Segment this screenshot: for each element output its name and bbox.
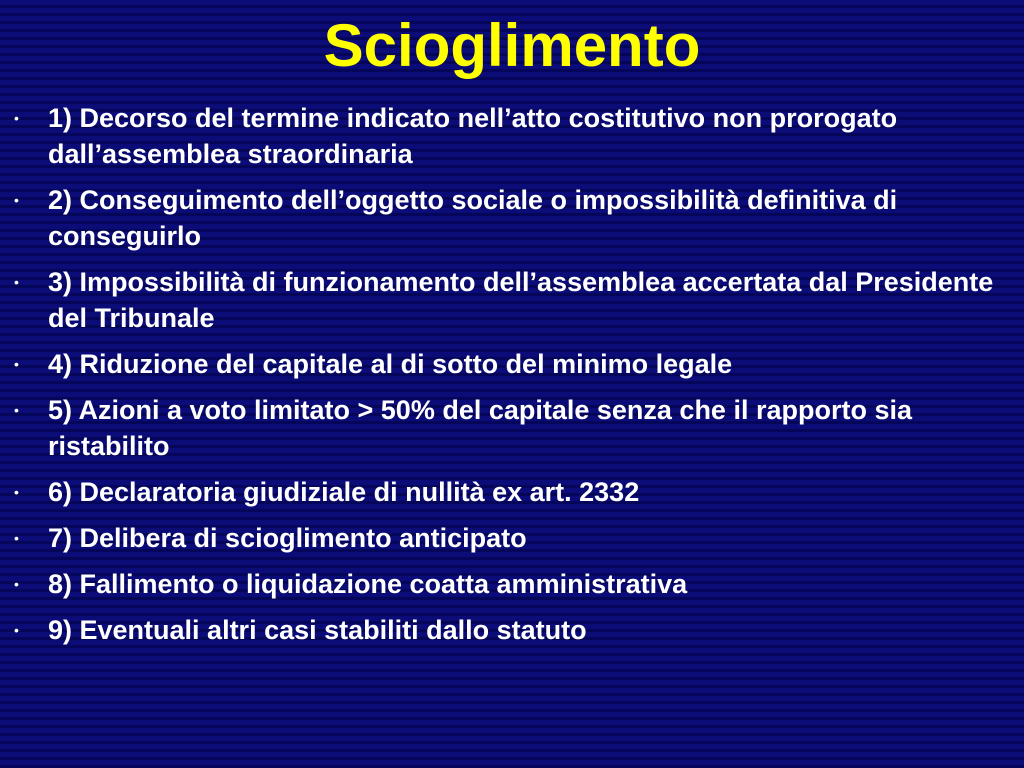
list-item xyxy=(14,474,1018,510)
bullet-icon: • xyxy=(14,530,19,546)
list-item-text: 7) Delibera di scioglimento anticipato xyxy=(48,523,527,553)
list-item xyxy=(14,346,1018,382)
bullet-icon: • xyxy=(14,274,19,290)
list-item-text: 1) Decorso del termine indicato nell’atto costitutivo non prorogato dall’assemblea straordinaria xyxy=(48,103,898,169)
list-item-text: 8) Fallimento o liquidazione coatta amministrativa xyxy=(48,569,688,599)
list-item xyxy=(14,182,1018,254)
list-item-text: 4) Riduzione del capitale al di sotto del minimo legale xyxy=(48,349,733,379)
list-item-text: 5) Azioni a voto limitato > 50% del capitale senza che il rapporto sia ristabilito xyxy=(48,395,912,461)
bullet-icon: • xyxy=(14,192,19,208)
bullet-icon: • xyxy=(14,576,19,592)
bullet-icon: • xyxy=(14,110,19,126)
list-item-text: 2) Conseguimento dell’oggetto sociale o impossibilità definitiva di conseguirlo xyxy=(48,185,898,251)
bullet-icon: • xyxy=(14,484,19,500)
list-item xyxy=(14,264,1018,336)
bullet-icon: • xyxy=(14,402,19,418)
list-item xyxy=(14,566,1018,602)
bullet-icon: • xyxy=(14,622,19,638)
bullet-list xyxy=(14,100,1018,658)
list-item-text: 9) Eventuali altri casi stabiliti dallo statuto xyxy=(48,615,587,645)
list-item-text: 6) Declaratoria giudiziale di nullità ex art. 2332 xyxy=(48,477,640,507)
bullet-icon: • xyxy=(14,356,19,372)
list-item xyxy=(14,392,1018,464)
list-item-text: 3) Impossibilità di funzionamento dell’assemblea accertata dal Presidente del Tribunale xyxy=(48,267,994,333)
list-item xyxy=(14,100,1018,172)
list-item xyxy=(14,520,1018,556)
list-item xyxy=(14,612,1018,648)
slide-title: Scioglimento xyxy=(323,12,701,79)
